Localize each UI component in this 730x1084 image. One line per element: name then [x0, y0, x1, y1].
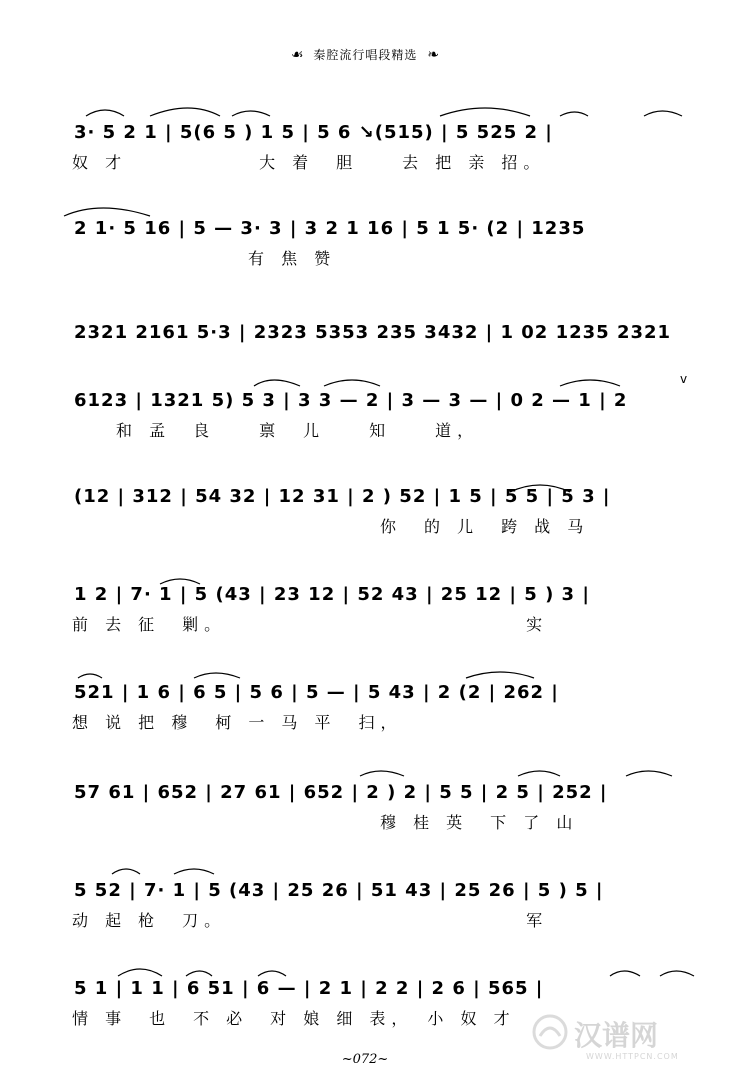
notation-row: 5 52 | 7· 1 | 5 (43 | 25 26 | 51 43 | 25 26 | 5 ) 5 |: [74, 880, 604, 901]
lyrics-row: 想 说 把 穆 柯 一 马 平 扫，: [72, 713, 403, 732]
notation-row: 2 1· 5 16 | 5 — 3· 3 | 3 2 1 16 | 5 1 5· (2 | 1235: [74, 218, 586, 239]
notation-row: 1 2 | 7· 1 | 5 (43 | 23 12 | 52 43 | 25 12 | 5 ) 3 |: [74, 584, 590, 605]
page-header: [0, 46, 730, 63]
notation-row: 521 | 1 6 | 6 5 | 5 6 | 5 — | 5 43 | 2 (2 | 262 |: [74, 682, 559, 703]
breath-mark: v: [680, 372, 688, 386]
notation-row: 2321 2161 5·3 | 2323 5353 235 3432 | 1 02 1235 2321: [74, 322, 672, 343]
ornament-right-icon: ❧: [427, 47, 439, 63]
notation-row: 57 61 | 652 | 27 61 | 652 | 2 ) 2 | 5 5 | 2 5 | 252 |: [74, 782, 608, 803]
page-number: ~072~: [341, 1052, 389, 1067]
lyrics-row: 奴 才 大 着 胆 去 把 亲 招。: [72, 153, 546, 172]
lyrics-row: 情 事 也 不 必 对 娘 细 表， 小 奴 才: [72, 1009, 516, 1028]
ornament-left-icon: ☙: [291, 47, 304, 63]
lyrics-row: 前 去 征 剿。 实: [72, 615, 549, 634]
notation-row: (12 | 312 | 54 32 | 12 31 | 2 ) 52 | 1 5 | 5 5 | 5 3 |: [74, 486, 611, 507]
lyrics-row: 和 孟 良 禀 儿 知 道，: [72, 421, 480, 440]
lyrics-row: 有 焦 赞: [72, 249, 337, 268]
notation-row: 5 1 | 1 1 | 6 51 | 6 — | 2 1 | 2 2 | 2 6 | 565 |: [74, 978, 544, 999]
lyrics-row: 动 起 枪 刀。 军: [72, 911, 549, 930]
watermark-url: WWW.HTTPCN.COM: [586, 1052, 679, 1061]
watermark-text: 汉谱网: [574, 1019, 659, 1052]
page-title: 秦腔流行唱段精选: [313, 48, 418, 62]
lyrics-row: 你 的 儿 跨 战 马: [72, 517, 590, 536]
notation-row: 6123 | 1321 5) 5 3 | 3 3 — 2 | 3 — 3 — | 0 2 — 1 | 2: [74, 390, 628, 411]
notation-row: 3· 5 2 1 | 5(6 5 ) 1 5 | 5 6 ↘(515) | 5 525 2 |: [74, 122, 553, 143]
watermark-logo-icon: [530, 1012, 570, 1052]
lyrics-row: 穆 桂 英 下 了 山: [72, 813, 579, 832]
